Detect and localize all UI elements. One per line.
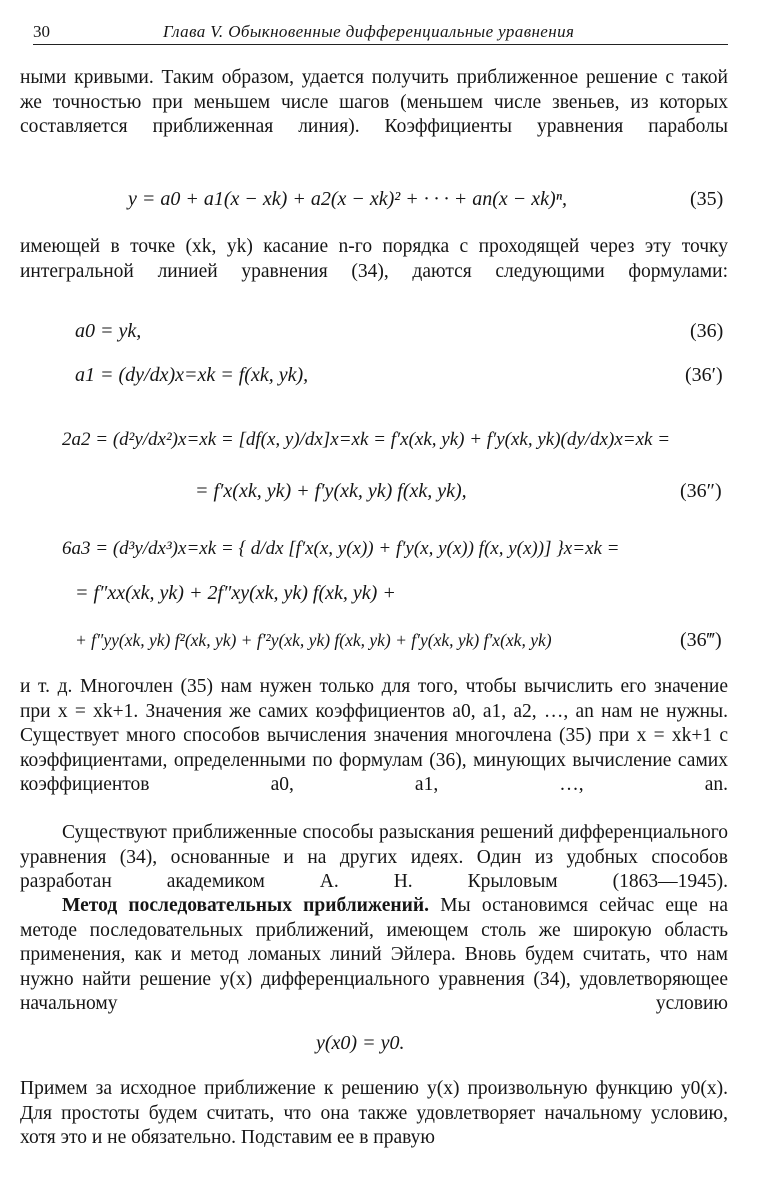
equation-number-36-prime: (36′): [685, 364, 723, 386]
paragraph-5-text: Мы остановимся сейчас еще на методе последовательных приближений, имеющем столь же широкую область применения, как и метод ломаных линий Эйлера. Вновь будем считать, что нам нужно найти решение y(x) дифференциального уравнения (34), удовлетворяющее начальному условию: [20, 895, 728, 1015]
paragraph-6: Примем за исходное приближение к решению y(x) произвольную функцию y0(x). Для простоты будем считать, что она также удовлетворяет начальному условию, хотя это и не обязательно. Подставим ее в правую: [20, 1078, 728, 1149]
paragraph-2: имеющей в точке (xk, yk) касание n-го порядка с проходящей через эту точку интегральной линией уравнения (34), даются следующими формулами:: [20, 236, 728, 282]
equation-number-35: (35): [690, 188, 724, 210]
equation-number-36: (36): [690, 320, 724, 342]
page-number: 30: [33, 22, 50, 41]
section-title-successive-approximations: Метод последовательных приближений.: [62, 895, 430, 916]
paragraph-4: Существуют приближенные способы разыскания решений дифференциального уравнения (34), основанные и на других идеях. Один из удобных способов разработан академиком А. Н. Крыловым (1863—1945).: [20, 822, 728, 893]
paragraph-5: [20, 894, 728, 1017]
equation-36-double-prime-line-2: = f′x(xk, yk) + f′y(xk, yk) f(xk, yk),: [195, 480, 467, 502]
equation-36: a0 = yk,: [75, 320, 142, 342]
equation-number-36-double-prime: (36″): [680, 480, 722, 502]
paragraph-3: и т. д. Многочлен (35) нам нужен только для того, чтобы вычислить его значение при x = xk+1. Значения же самих коэффициентов a0, a1, a2, …, an нам не нужны. Существует много способов вычисления значения многочлена (35) при x = xk+1 с коэффициентами, определенными по формулам (36), минующих вычисление самих коэффициентов a0, a1, …, an.: [20, 676, 728, 796]
equation-35-body: y = a0 + a1(x − xk) + a2(x − xk)² + · · · + an(x − xk)ⁿ,: [128, 188, 567, 210]
equation-number-36-triple-prime: (36‴): [680, 629, 722, 651]
equation-36-triple-prime-line-1: 6a3 = (d³y/dx³)x=xk = { d/dx [f′x(x, y(x)) + f′y(x, y(x)) f(x, y(x))] }x=xk =: [62, 538, 620, 559]
equation-35: [128, 186, 567, 212]
equation-36-triple-prime-line-3: + f″yy(xk, yk) f²(xk, yk) + f′²y(xk, yk) f(xk, yk) + f′y(xk, yk) f′x(xk, yk): [75, 630, 552, 650]
equation-36-prime: a1 = (dy/dx)x=xk = f(xk, yk),: [75, 364, 309, 386]
running-title: Глава V. Обыкновенные дифференциальные уравнения: [163, 22, 575, 41]
equation-initial-condition: y(x0) = y0.: [316, 1032, 405, 1054]
equation-36-double-prime-line-1: 2a2 = (d²y/dx²)x=xk = [df(x, y)/dx]x=xk = f′x(xk, yk) + f′y(xk, yk)(dy/dx)x=xk =: [62, 429, 671, 450]
page-header: [33, 22, 728, 45]
equation-36-triple-prime-line-2: = f″xx(xk, yk) + 2f″xy(xk, yk) f(xk, yk) +: [75, 582, 396, 604]
paragraph-1: ными кривыми. Таким образом, удается получить приближенное решение с такой же точностью при меньшем числе шагов (меньшем числе звеньев, из которых составляется приближенная линия). Коэффициенты уравнения параболы: [20, 67, 728, 138]
